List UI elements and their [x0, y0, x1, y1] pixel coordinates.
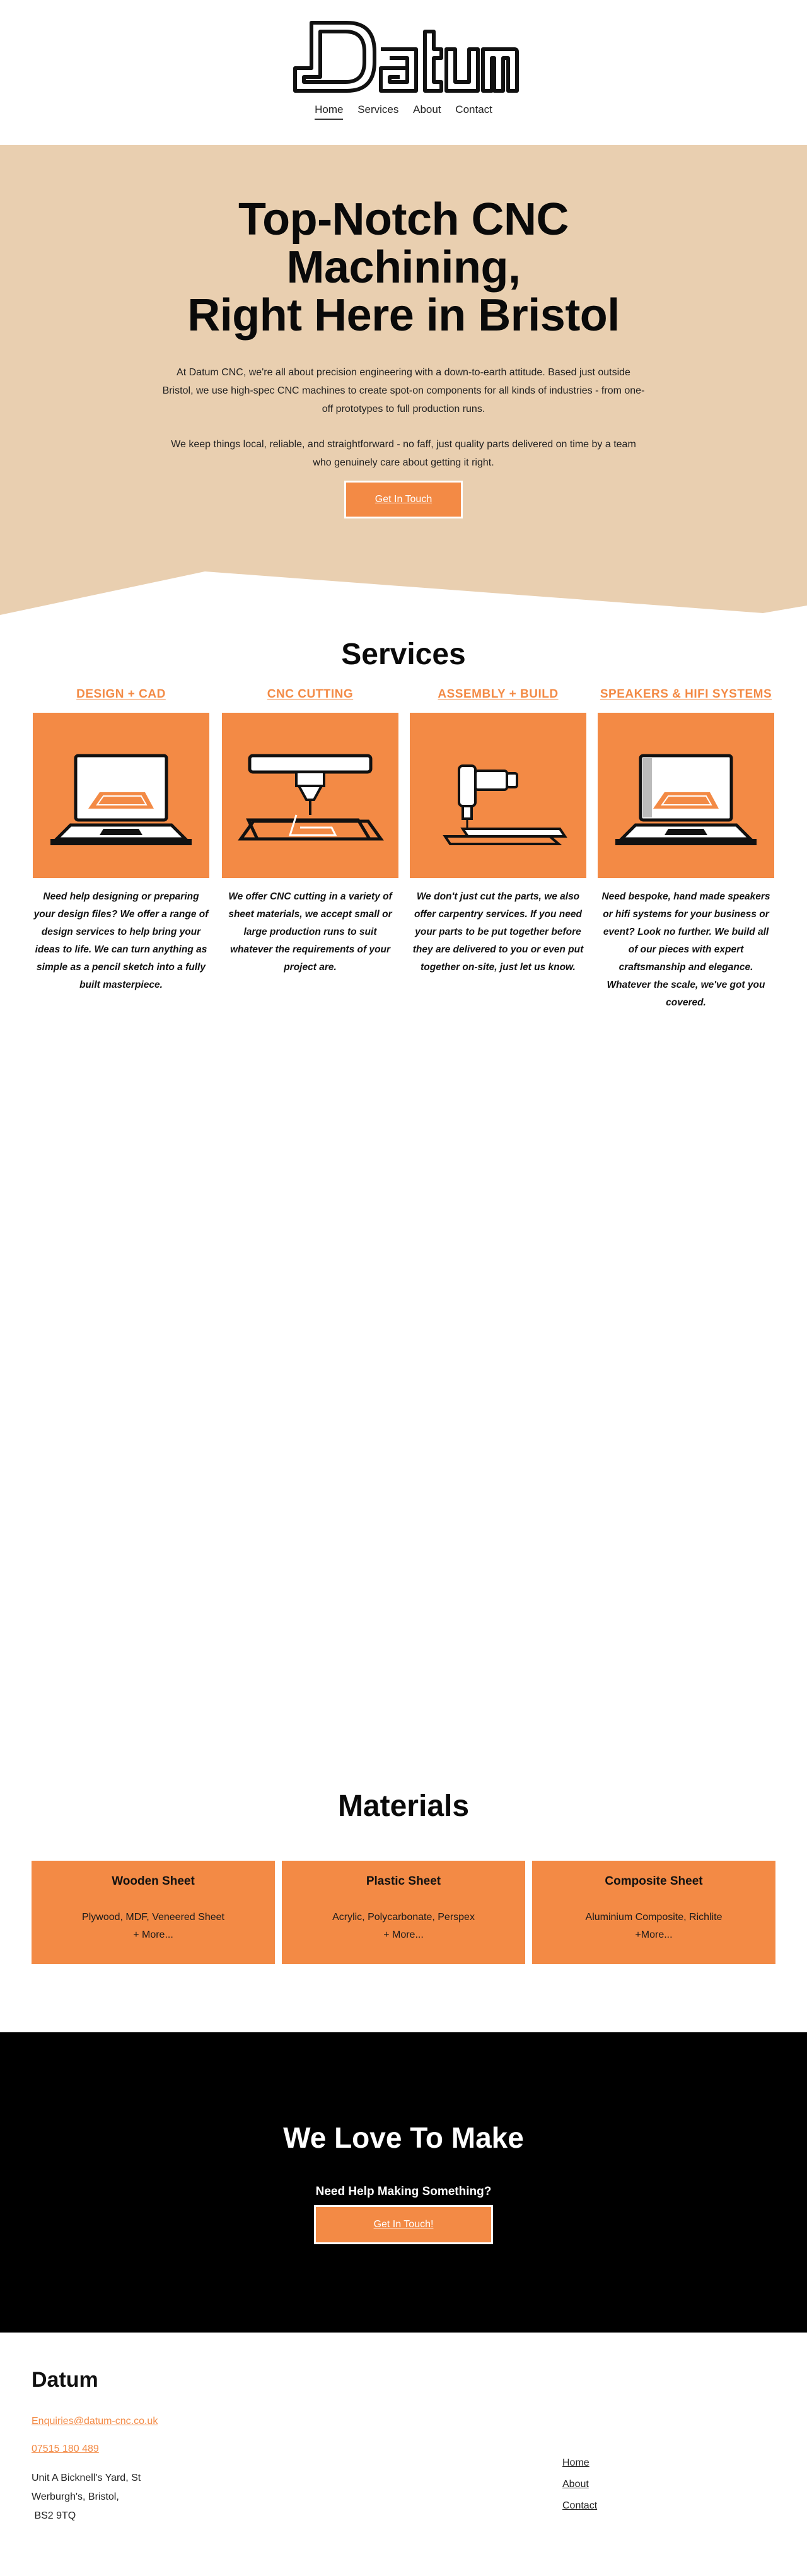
hero-local-text: We keep things local, reliable, and straightforward - no faff, just quality parts delivered on time by a team who genuinely care about getting it right. [171, 439, 636, 468]
material-card-composite [532, 1861, 775, 1964]
nav-about-link[interactable]: About [413, 103, 441, 115]
laptop-cad-icon [33, 713, 209, 878]
footer-nav [562, 2457, 597, 2522]
material-card-wooden [32, 1861, 275, 1964]
material-desc [32, 1909, 275, 1944]
service-heading-cnc-cutting[interactable]: CNC CUTTING [267, 688, 354, 701]
service-text-assembly-build: We don't just cut the parts, we also offer carpentry services. If you need your parts to be put together before they are delivered to you or even put together on-site, just let us know. [412, 891, 584, 973]
service-cnc-cutting [222, 688, 398, 976]
service-text-design-cad: Need help designing or preparing your design files? We offer a range of design services to help bring your ideas to life. We can turn anything as simple as a pencil sketch into a fully built masterpiece. [33, 891, 209, 990]
service-text-speakers-hifi: Need bespoke, hand made speakers or hifi systems for your business or event? Look no further. We build all of our pieces with expert craftsmanship and elegance. Whatever the scale, we've got you covered. [601, 891, 770, 1008]
service-text-cnc-cutting: We offer CNC cutting in a variety of sheet materials, we accept small or large production runs to suit whatever the requirements of your project are. [228, 891, 392, 973]
hero-title [151, 196, 656, 339]
power-drill-icon [410, 713, 586, 878]
service-heading-assembly-build[interactable]: ASSEMBLY + BUILD [438, 688, 559, 701]
address-line: BS2 9TQ [32, 2510, 76, 2521]
nav-services-link[interactable]: Services [357, 103, 399, 115]
site-header [0, 0, 807, 145]
footer-home-link[interactable]: Home [562, 2457, 589, 2468]
footer-address [32, 2469, 189, 2526]
nav-home-link[interactable]: Home [315, 103, 343, 120]
hero-title-line2: Machining, [286, 242, 521, 293]
material-more: + More... [383, 1929, 424, 1940]
laptop-cad-icon [598, 713, 774, 878]
materials-title: Materials [337, 1789, 470, 1823]
service-heading-design-cad[interactable]: DESIGN + CAD [76, 688, 166, 701]
nav-contact-link[interactable]: Contact [455, 103, 492, 115]
address-line: Unit A Bicknell's Yard, St [32, 2473, 141, 2483]
material-desc [282, 1909, 525, 1944]
material-more: +More... [635, 1929, 673, 1940]
material-list: Plywood, MDF, Veneered Sheet [82, 1912, 224, 1923]
hero-intro-text: At Datum CNC, we're all about precision engineering with a down-to-earth attitude. Based just outside Bristol, we use high-spec CNC machines to create spot-on components for all kinds of industries - from one-off prototypes to full production runs. [162, 367, 645, 414]
material-more: + More... [133, 1929, 173, 1940]
footer-contact-link[interactable]: Contact [562, 2500, 598, 2511]
footer-about-link[interactable]: About [562, 2479, 589, 2490]
material-name: Plastic Sheet [366, 1875, 441, 1888]
cnc-router-icon [222, 713, 398, 878]
main-nav [0, 103, 807, 120]
footer-phone-link[interactable]: 07515 180 489 [32, 2444, 99, 2454]
service-heading-speakers-hifi[interactable]: SPEAKERS & HIFI SYSTEMS [600, 688, 772, 701]
material-name: Composite Sheet [605, 1875, 703, 1888]
hero-title-line3: Right Here in Bristol [187, 290, 620, 341]
datum-logo[interactable] [286, 19, 521, 95]
address-line: Werburgh's, Bristol, [32, 2491, 119, 2502]
hero-title-line1: Top-Notch CNC [238, 194, 569, 245]
service-design-cad [33, 688, 209, 994]
footer-email-link[interactable]: Enquiries@datum-cnc.co.uk [32, 2416, 158, 2427]
cta-title: We Love To Make [283, 2121, 524, 2154]
material-list: Acrylic, Polycarbonate, Perspex [332, 1912, 475, 1923]
footer-brand: Datum [32, 2368, 98, 2392]
cta-section [0, 2032, 807, 2333]
services-title: Services [341, 638, 466, 671]
cta-get-in-touch-button[interactable]: Get In Touch! [314, 2205, 493, 2244]
material-card-plastic [282, 1861, 525, 1964]
get-in-touch-button[interactable]: Get In Touch [344, 481, 463, 518]
service-assembly-build [410, 688, 586, 976]
material-name: Wooden Sheet [112, 1875, 195, 1888]
material-desc [532, 1909, 775, 1944]
material-list: Aluminium Composite, Richlite [585, 1912, 723, 1923]
cta-subtitle: Need Help Making Something? [315, 2185, 492, 2198]
service-speakers-hifi [598, 688, 774, 1012]
